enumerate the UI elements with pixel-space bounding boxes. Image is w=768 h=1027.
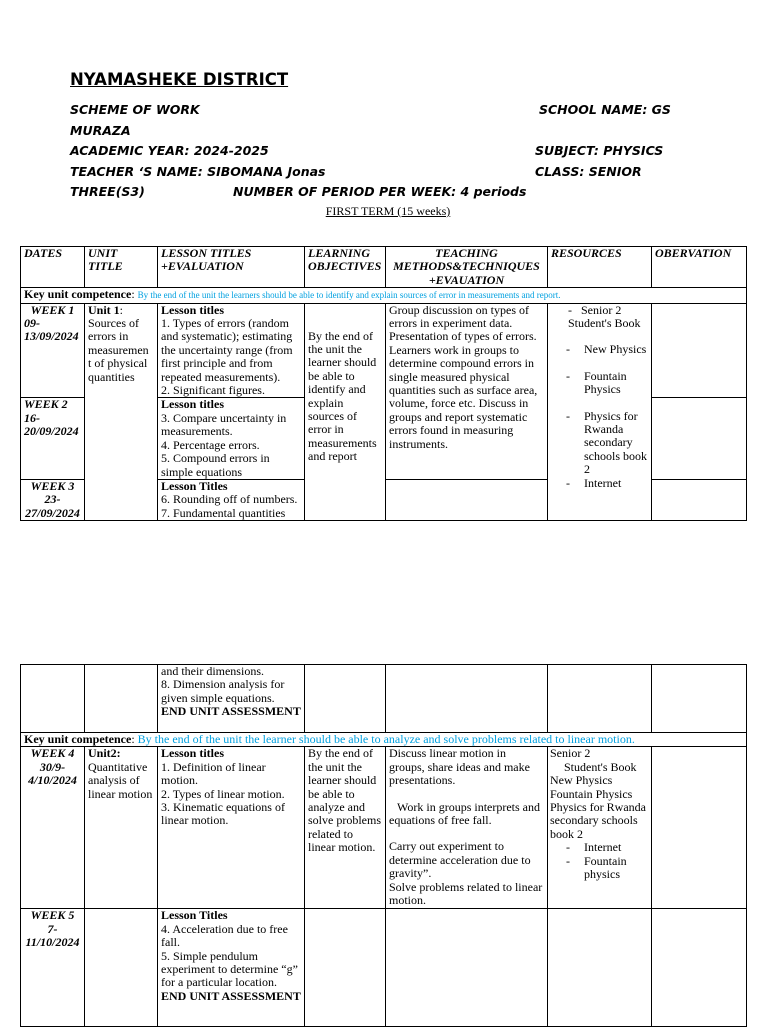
week-3-cell: WEEK 3 23-27/09/2024	[21, 479, 85, 520]
week-1-lessons: Lesson titles 1. Types of errors (random and systematic); estimating the uncertainty range (from first principle and from repeated measurements). 2. Significant figures.	[158, 303, 305, 398]
unit-2-methods: Discuss linear motion in groups, share ideas and make presentations. Work in groups interprets and equations of free fall. Carry out experiment to determine acceleration due to gravity”. Solve problems related to linear motion.	[386, 747, 548, 909]
scheme-table-page-2	[20, 664, 747, 1027]
col-lesson-titles: LESSON TITLES +EVALUATION	[158, 247, 305, 288]
unit-2-title: Unit2: Quantitative analysis of linear motion	[85, 747, 158, 909]
week-5-unit	[85, 909, 158, 1027]
week-2-lessons: Lesson titles 3. Compare uncertainty in measurements. 4. Percentage errors. 5. Compound errors in simple equations	[158, 398, 305, 479]
cont-dates	[21, 665, 85, 733]
periods-per-week: NUMBER OF PERIOD PER WEEK: 4 periods	[233, 184, 527, 199]
col-dates: DATES	[21, 247, 85, 288]
col-objectives: LEARNING OBJECTIVES	[305, 247, 386, 288]
col-observation: OBERVATION	[652, 247, 747, 288]
cont-methods	[386, 665, 548, 733]
cont-observation	[652, 665, 747, 733]
key-unit-competence-1: Key unit competence: By the end of the unit the learners should be able to identify and explain sources of error in measurements and report.	[21, 288, 747, 303]
unit-1-objectives: By the end of the unit the learner should be able to identify and explain sources of error in measurements and report	[305, 303, 386, 521]
week-5-resources	[548, 909, 652, 1027]
unit-2-resources: Senior 2 Student's Book New Physics Fountain Physics Physics for Rwanda secondary schools book 2 - Internet - Fountain physics	[548, 747, 652, 909]
col-unit-title: UNIT TITLE	[85, 247, 158, 288]
col-methods: TEACHING METHODS&TECHNIQUES +EVAUATION	[386, 247, 548, 288]
scheme-label: SCHEME OF WORK	[70, 102, 200, 117]
week-4-lessons: Lesson titles 1. Definition of linear motion. 2. Types of linear motion. 3. Kinematic equations of linear motion.	[158, 747, 305, 909]
teacher-name: TEACHER ‘S NAME: SIBOMANA Jonas	[70, 164, 326, 179]
subject: SUBJECT: PHYSICS	[535, 143, 664, 158]
week-2-observation	[652, 398, 747, 479]
term-title: FIRST TERM (15 weeks)	[325, 204, 451, 218]
unit-1-title: Unit 1: Sources of errors in measuremen t of physical quantities	[85, 303, 158, 521]
column-header-row	[21, 247, 747, 288]
week-5-observation	[652, 909, 747, 1027]
week-5-methods	[386, 909, 548, 1027]
unit-1-methods: Group discussion on types of errors in experiment data. Presentation of types of errors. Learners work in groups to determine compound errors in single measured physical quantities such as surface area, volume, force etc. Discuss in groups and report systematic errors found in measuring instruments.	[386, 303, 548, 479]
school-name-cont: MURAZA	[70, 123, 131, 138]
col-resources: RESOURCES	[548, 247, 652, 288]
week-3-observation	[652, 479, 747, 520]
week-1-cell: WEEK 1 09-13/09/2024	[21, 303, 85, 398]
district-title: NYAMASHEKE DISTRICT	[70, 70, 289, 89]
academic-year: ACADEMIC YEAR: 2024-2025	[70, 143, 269, 158]
unit-2-objectives: By the end of the unit the learner should be able to analyze and solve problems related to linear motion.	[305, 747, 386, 909]
scheme-table-page-1	[20, 246, 747, 521]
week-5-cell: WEEK 5 7-11/10/2024	[21, 909, 85, 1027]
week-4-cell: WEEK 4 30/9-4/10/2024	[21, 747, 85, 909]
class-label-cont: THREE(S3)	[70, 184, 145, 199]
cont-unit	[85, 665, 158, 733]
week-4-observation	[652, 747, 747, 909]
key-unit-competence-2: Key unit competence: By the end of the unit the learner should be able to analyze and solve problems related to linear motion.	[21, 733, 747, 747]
week-3-lessons-cont: and their dimensions. 8. Dimension analysis for given simple equations. END UNIT ASSESSMENT	[158, 665, 305, 733]
school-name: SCHOOL NAME: GS	[539, 102, 671, 117]
week-1-observation	[652, 303, 747, 398]
week-3-methods	[386, 479, 548, 520]
class-label: CLASS: SENIOR	[535, 164, 642, 179]
week-3-lessons: Lesson Titles 6. Rounding off of numbers. 7. Fundamental quantities	[158, 479, 305, 520]
unit-1-resources: - Senior 2 Student's Book - New Physics - Fountain Physics - Physics for Rwanda secondary schools book 2 - Internet	[548, 303, 652, 521]
week-5-lessons: Lesson Titles 4. Acceleration due to free fall. 5. Simple pendulum experiment to determine “g” for a particular location. END UNIT ASSESSMENT	[158, 909, 305, 1027]
week-5-objectives	[305, 909, 386, 1027]
cont-objectives	[305, 665, 386, 733]
cont-resources	[548, 665, 652, 733]
week-2-cell: WEEK 2 16-20/09/2024	[21, 398, 85, 479]
